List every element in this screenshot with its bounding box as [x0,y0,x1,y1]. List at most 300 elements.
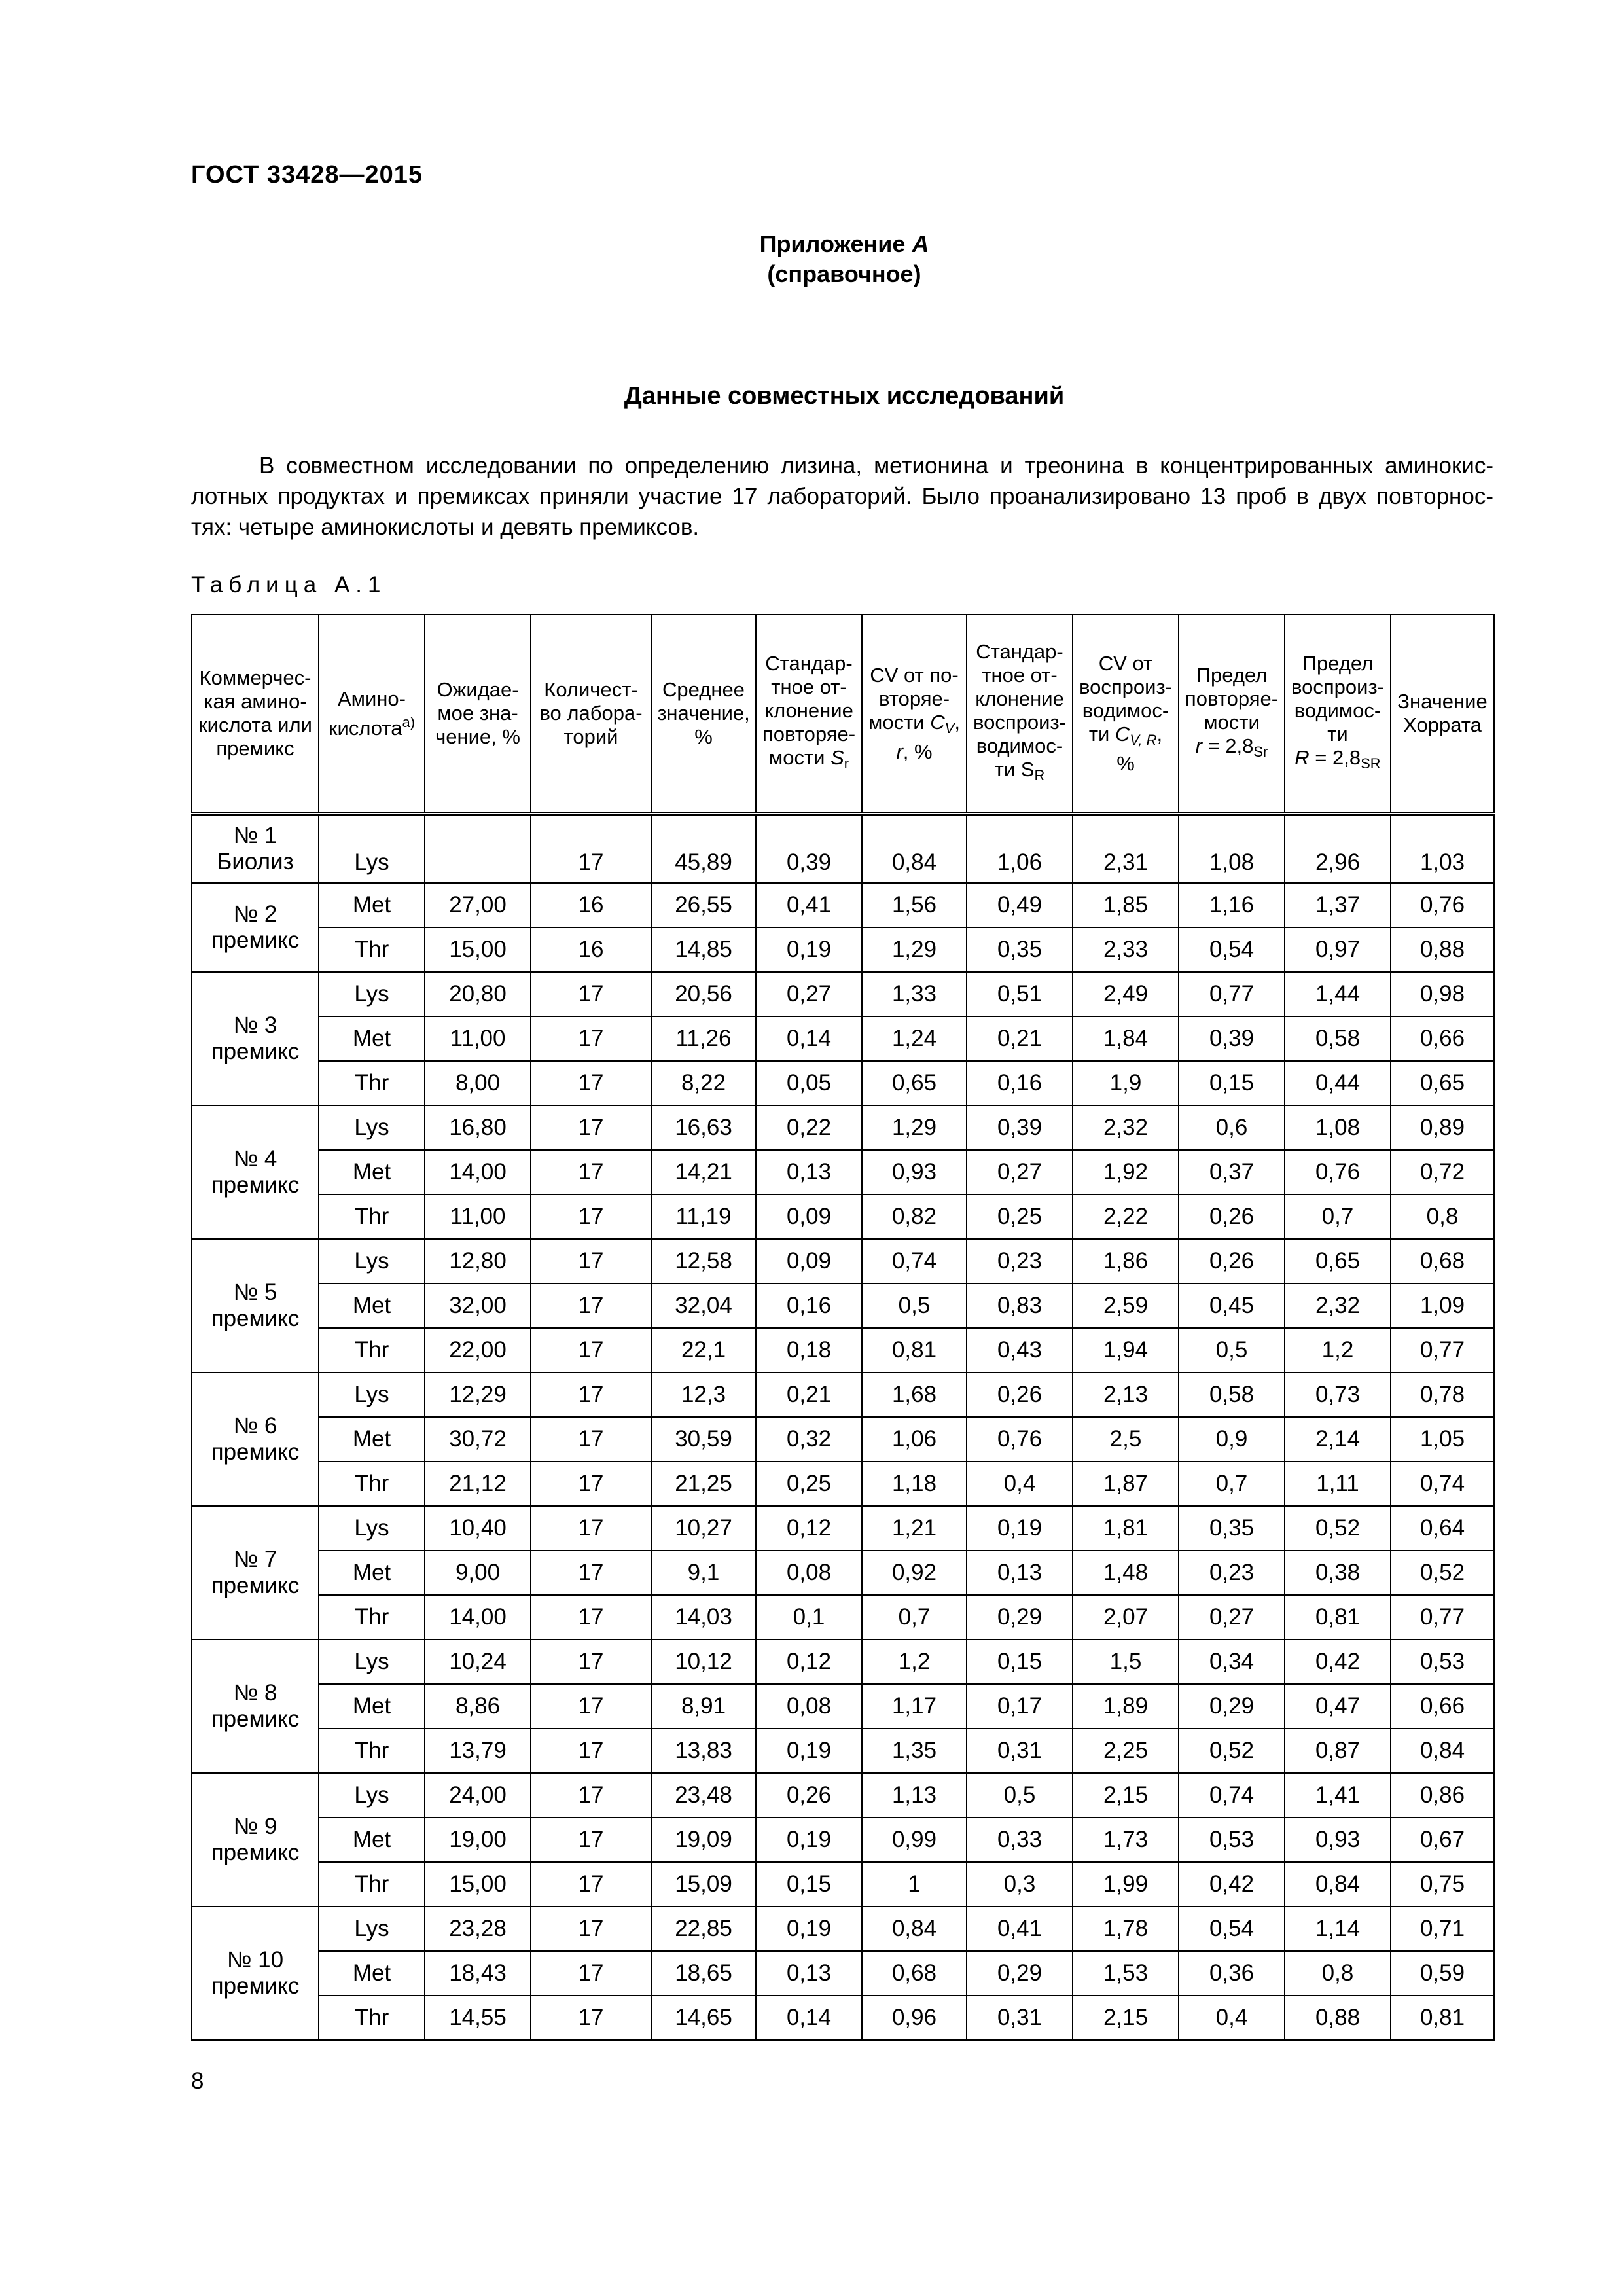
table-cell: 0,72 [1391,1150,1494,1194]
table-cell: 0,86 [1391,1773,1494,1818]
table-body [192,814,1494,2040]
table-cell: 0,5 [862,1283,967,1328]
table-cell: 0,19 [756,927,862,972]
table-cell: 0,4 [967,1462,1073,1506]
table-row [192,1773,1494,1818]
table-cell: 16,80 [425,1105,531,1150]
table-cell: 8,86 [425,1684,531,1729]
table-row [192,1506,1494,1551]
table-cell: 0,27 [967,1150,1073,1194]
sample-name-cell [192,1506,319,1640]
table-cell: Met [319,1417,425,1462]
table-cell: 0,49 [967,883,1073,927]
table-cell: 0,7 [1179,1462,1285,1506]
table-cell: 1,33 [862,972,967,1016]
table-cell: 17 [531,1506,651,1551]
table-row [192,1462,1494,1506]
table-cell: 0,77 [1391,1328,1494,1372]
sample-name-line: № 4 [233,1146,277,1172]
table-cell: 17 [531,1239,651,1283]
table-cell: 17 [531,1328,651,1372]
table-cell: 2,22 [1073,1194,1179,1239]
table-cell: Met [319,883,425,927]
table-cell: 0,5 [1179,1328,1285,1372]
table-cell: 0,87 [1285,1729,1391,1773]
intro-line: тях: четыре аминокислоты и девять премиксов. [191,514,700,540]
sample-name-line: премикс [211,1039,300,1064]
table-cell: 1,06 [967,814,1073,883]
table-cell: 17 [531,1773,651,1818]
table-cell: 0,22 [756,1105,862,1150]
table-row [192,1907,1494,1951]
table-cell: 1,13 [862,1773,967,1818]
table-cell: 0,31 [967,1729,1073,1773]
table-cell: 0,45 [1179,1283,1285,1328]
table-cell: 0,67 [1391,1818,1494,1862]
annex-title-prefix: Приложение [759,230,912,257]
table-cell: 10,24 [425,1640,531,1684]
table-row [192,927,1494,972]
table-cell: 1,09 [1391,1283,1494,1328]
table-cell: 14,03 [651,1595,756,1640]
header-repeatability-limit: Предел повторяе- мости $r = 2,8_{Sr}$ [1179,615,1285,814]
table-cell: 17 [531,1595,651,1640]
sample-name-line: премикс [211,1172,300,1198]
table-cell: 17 [531,1996,651,2040]
table-cell: 0,42 [1285,1640,1391,1684]
table-cell: 14,00 [425,1595,531,1640]
sample-name-line: № 1 [233,823,277,848]
sample-name-line: премикс [211,1840,300,1865]
sample-name-line: № 9 [233,1814,277,1839]
table-cell: 1,05 [1391,1417,1494,1462]
sample-name-line: № 3 [233,1013,277,1038]
table-cell: 0,08 [756,1684,862,1729]
table-cell: 0,64 [1391,1506,1494,1551]
table-cell: 12,58 [651,1239,756,1283]
table-cell: Thr [319,927,425,972]
table-row [192,1328,1494,1372]
table-cell: Lys [319,972,425,1016]
sample-name-line: премикс [211,927,300,953]
table-cell: 8,91 [651,1684,756,1729]
sample-name-line: № 5 [233,1280,277,1305]
table-row [192,1194,1494,1239]
table-cell: 0,12 [756,1640,862,1684]
table-cell: 45,89 [651,814,756,883]
table-cell: 17 [531,972,651,1016]
table-cell: 0,75 [1391,1862,1494,1907]
table-cell: 2,5 [1073,1417,1179,1462]
table-cell: 0,84 [1285,1862,1391,1907]
table-cell: 0,26 [1179,1239,1285,1283]
table-cell: 0,19 [756,1729,862,1773]
sample-name-line: № 2 [233,901,277,927]
table-cell: Lys [319,1239,425,1283]
table-cell [425,814,531,883]
table-cell: 2,96 [1285,814,1391,883]
table-cell: 0,23 [967,1239,1073,1283]
table-cell: 0,13 [967,1551,1073,1595]
table-cell: 17 [531,1150,651,1194]
intro-line: лотных продуктах и премиксах приняли участие 17 лабораторий. Было проанализировано 13 проб в двух повторнос- [191,484,1493,509]
table-cell: 19,00 [425,1818,531,1862]
table-cell: 17 [531,1061,651,1105]
table-cell: 0,81 [862,1328,967,1372]
table-cell: Thr [319,1328,425,1372]
table-row [192,1818,1494,1862]
table-cell: 32,04 [651,1283,756,1328]
table-row [192,814,1494,883]
header-repeatability-cv: CV от по- вторяе- мости $C_V$, r, % [862,615,967,814]
table-cell: 0,19 [967,1506,1073,1551]
table-cell: 1,53 [1073,1951,1179,1996]
table-cell: 9,1 [651,1551,756,1595]
table-cell: 26,55 [651,883,756,927]
table-cell: 0,36 [1179,1951,1285,1996]
table-cell: 17 [531,1684,651,1729]
sample-name-cell [192,972,319,1105]
table-cell: 0,66 [1391,1684,1494,1729]
table-cell: 1,29 [862,927,967,972]
sample-name-line: № 10 [226,1947,284,1973]
table-cell: 0,65 [862,1061,967,1105]
table-cell: 1,08 [1285,1105,1391,1150]
sample-name-line: № 8 [233,1680,277,1706]
table-cell: 0,9 [1179,1417,1285,1462]
table-cell: 0,26 [1179,1194,1285,1239]
table-cell: 0,81 [1391,1996,1494,2040]
table-cell: 15,00 [425,1862,531,1907]
annex-letter: А [912,230,929,257]
table-cell: 17 [531,1283,651,1328]
table-cell: 0,77 [1179,972,1285,1016]
table-cell: 12,29 [425,1372,531,1417]
table-cell: Met [319,1283,425,1328]
table-cell: 1,48 [1073,1551,1179,1595]
table-cell: 0,42 [1179,1862,1285,1907]
table-cell: 11,00 [425,1016,531,1061]
table-cell: 1,18 [862,1462,967,1506]
table-cell: Lys [319,1372,425,1417]
table-cell: 2,15 [1073,1773,1179,1818]
table-cell: 0,54 [1179,927,1285,972]
sample-name-cell [192,1907,319,2040]
table-cell: 0,66 [1391,1016,1494,1061]
table-cell: 0,58 [1179,1372,1285,1417]
table-cell: 0,89 [1391,1105,1494,1150]
table-cell: 1,03 [1391,814,1494,883]
table-row [192,1239,1494,1283]
sample-name-line: премикс [211,1439,300,1465]
table-cell: 1,11 [1285,1462,1391,1506]
table-cell: 27,00 [425,883,531,927]
header-expected: Ожидае- мое зна- чение, % [425,615,531,814]
table-row [192,1551,1494,1595]
table-cell: 1,56 [862,883,967,927]
table-cell: 1,29 [862,1105,967,1150]
table-cell: 13,83 [651,1729,756,1773]
table-cell: 1,17 [862,1684,967,1729]
table-cell: 2,13 [1073,1372,1179,1417]
table-cell: 0,77 [1391,1595,1494,1640]
table-cell: 20,80 [425,972,531,1016]
table-row [192,1372,1494,1417]
sample-name-line: премикс [211,1706,300,1732]
table-cell: Lys [319,1640,425,1684]
table-cell: 17 [531,1907,651,1951]
table-cell: 0,59 [1391,1951,1494,1996]
table-cell: 0,52 [1285,1506,1391,1551]
table-cell: 0,21 [967,1016,1073,1061]
table-cell: 0,09 [756,1239,862,1283]
table-cell: Thr [319,1729,425,1773]
table-cell: 0,78 [1391,1372,1494,1417]
table-cell: 17 [531,1016,651,1061]
table-cell: 14,55 [425,1996,531,2040]
table-cell: 15,00 [425,927,531,972]
table-cell: 0,33 [967,1818,1073,1862]
table-cell: 0,76 [1391,883,1494,927]
table-cell: 2,32 [1285,1283,1391,1328]
table-cell: 0,96 [862,1996,967,2040]
table-row [192,1951,1494,1996]
table-cell: 1,86 [1073,1239,1179,1283]
table-cell: 0,15 [756,1862,862,1907]
table-cell: 0,08 [756,1551,862,1595]
sample-name-cell [192,1372,319,1506]
collaborative-study-table [191,614,1495,2041]
table-cell: Thr [319,1194,425,1239]
table-cell: 0,84 [1391,1729,1494,1773]
table-cell: 0,31 [967,1996,1073,2040]
table-cell: 1,87 [1073,1462,1179,1506]
table-cell: 0,52 [1179,1729,1285,1773]
sample-name-cell [192,1640,319,1773]
table-cell: 10,40 [425,1506,531,1551]
table-cell: 0,16 [967,1061,1073,1105]
table-cell: 0,53 [1391,1640,1494,1684]
table-cell: 23,48 [651,1773,756,1818]
table-cell: 0,68 [1391,1239,1494,1283]
table-cell: Thr [319,1061,425,1105]
table-cell: 0,73 [1285,1372,1391,1417]
table-cell: 16 [531,927,651,972]
table-row [192,972,1494,1016]
table-cell: 17 [531,814,651,883]
table-row [192,1640,1494,1684]
table-cell: 0,14 [756,1996,862,2040]
sample-name-line: № 7 [233,1547,277,1572]
table-cell: 17 [531,1951,651,1996]
table-cell: 0,25 [756,1462,862,1506]
table-cell: 17 [531,1551,651,1595]
table-cell: Thr [319,1595,425,1640]
table-cell: 2,32 [1073,1105,1179,1150]
table-cell: 0,92 [862,1551,967,1595]
table-cell: 0,74 [1391,1462,1494,1506]
sample-name-line: Биолиз [217,849,294,874]
table-cell: 15,09 [651,1862,756,1907]
sample-name-line: № 6 [233,1413,277,1439]
sample-name-cell [192,1773,319,1907]
sample-name-cell [192,814,319,883]
table-cell: 0,1 [756,1595,862,1640]
table-cell: 14,21 [651,1150,756,1194]
header-commercial: Коммерчес- кая амино- кислота или премикс [192,615,319,814]
table-cell: 0,84 [862,1907,967,1951]
table-cell: 2,14 [1285,1417,1391,1462]
table-cell: 14,85 [651,927,756,972]
table-cell: 20,56 [651,972,756,1016]
table-cell: 11,19 [651,1194,756,1239]
table-cell: 0,35 [1179,1506,1285,1551]
table-cell: 1,89 [1073,1684,1179,1729]
table-cell: 0,05 [756,1061,862,1105]
table-row [192,1996,1494,2040]
table-cell: Lys [319,1773,425,1818]
table-cell: 11,26 [651,1016,756,1061]
table-cell: 0,51 [967,972,1073,1016]
table-cell: 0,13 [756,1951,862,1996]
table-cell: Met [319,1016,425,1061]
table-cell: 0,53 [1179,1818,1285,1862]
table-cell: 1,06 [862,1417,967,1462]
intro-line: В совместном исследовании по определению лизина, метионина и треонина в концентрированных аминокис- [259,453,1493,478]
table-cell: 22,1 [651,1328,756,1372]
table-cell: 1,73 [1073,1818,1179,1862]
table-row [192,1283,1494,1328]
table-cell: 13,79 [425,1729,531,1773]
table-cell: 0,6 [1179,1105,1285,1150]
table-cell: 0,7 [1285,1194,1391,1239]
table-cell: 1,85 [1073,883,1179,927]
table-cell: 0,88 [1285,1996,1391,2040]
table-cell: 0,52 [1391,1551,1494,1595]
table-cell: 2,31 [1073,814,1179,883]
header-labs-count: Количест- во лабора- торий [531,615,651,814]
table-cell: 0,09 [756,1194,862,1239]
intro-paragraph [191,450,1493,543]
table-cell: 16 [531,883,651,927]
table-cell: 0,38 [1285,1551,1391,1595]
table-cell: 19,09 [651,1818,756,1862]
header-reproducibility-sd: Стандар- тное от- клонение воспроиз- водимос- ти $S_R$ [967,615,1073,814]
table-cell: 0,71 [1391,1907,1494,1951]
table-cell: 1,44 [1285,972,1391,1016]
table-cell: 10,12 [651,1640,756,1684]
table-cell: 1,2 [862,1640,967,1684]
table-cell: 0,18 [756,1328,862,1372]
table-cell: 0,74 [1179,1773,1285,1818]
table-cell: 0,8 [1285,1951,1391,1996]
table-cell: 24,00 [425,1773,531,1818]
table-cell: 16,63 [651,1105,756,1150]
table-cell: 0,12 [756,1506,862,1551]
table-cell: 1,2 [1285,1328,1391,1372]
table-row [192,1684,1494,1729]
table-cell: 0,65 [1391,1061,1494,1105]
page-number: 8 [191,2068,204,2094]
table-cell: 0,93 [862,1150,967,1194]
table-cell: 0,35 [967,927,1073,972]
table-cell: 17 [531,1729,651,1773]
table-cell: 9,00 [425,1551,531,1595]
table-cell: 1,16 [1179,883,1285,927]
table-cell: 1,94 [1073,1328,1179,1372]
table-cell: 1,21 [862,1506,967,1551]
table-row [192,1105,1494,1150]
table-cell: Lys [319,1506,425,1551]
table-cell: 8,00 [425,1061,531,1105]
table-cell: 0,37 [1179,1150,1285,1194]
table-row [192,1595,1494,1640]
table-cell: 17 [531,1194,651,1239]
table-cell: 0,82 [862,1194,967,1239]
table-cell: 0,97 [1285,927,1391,972]
table-cell: 10,27 [651,1506,756,1551]
sample-name-line: премикс [211,1306,300,1331]
table-cell: 0,29 [967,1595,1073,1640]
table-cell: 0,4 [1179,1996,1285,2040]
table-cell: 0,16 [756,1283,862,1328]
sample-name-cell [192,1105,319,1239]
table-row [192,1862,1494,1907]
table-cell: 1,81 [1073,1506,1179,1551]
table-cell: 18,43 [425,1951,531,1996]
table-cell: 1,78 [1073,1907,1179,1951]
table-row [192,1150,1494,1194]
table-cell: 2,33 [1073,927,1179,972]
table-cell: 22,85 [651,1907,756,1951]
table-cell: 0,76 [1285,1150,1391,1194]
table-cell: 1,24 [862,1016,967,1061]
sample-name-cell [192,883,319,972]
table-cell: 21,12 [425,1462,531,1506]
table-cell: 18,65 [651,1951,756,1996]
sample-name-line: премикс [211,1973,300,1999]
table-cell: 12,3 [651,1372,756,1417]
table-cell: 0,43 [967,1328,1073,1372]
table-cell: 0,88 [1391,927,1494,972]
table-cell: Met [319,1818,425,1862]
table-cell: Thr [319,1862,425,1907]
table-cell: Met [319,1684,425,1729]
table-cell: 2,59 [1073,1283,1179,1328]
table-cell: 1,68 [862,1372,967,1417]
table-header-row [192,615,1494,814]
annex-type: (справочное) [767,260,921,287]
table-cell: 0,8 [1391,1194,1494,1239]
table-cell: 0,23 [1179,1551,1285,1595]
table-cell: 22,00 [425,1328,531,1372]
table-cell: 0,29 [967,1951,1073,1996]
sample-name-cell [192,1239,319,1372]
table-cell: Lys [319,1907,425,1951]
table-cell: 0,17 [967,1684,1073,1729]
header-reproducibility-limit: Предел воспроиз- водимос- ти $R = 2,8_{SR}$ [1285,615,1391,814]
table-cell: 14,00 [425,1150,531,1194]
table-cell: 0,26 [756,1773,862,1818]
table-cell: Thr [319,1462,425,1506]
table-cell: 0,14 [756,1016,862,1061]
table-cell: 0,76 [967,1417,1073,1462]
table-cell: 1,14 [1285,1907,1391,1951]
section-title: Данные совместных исследований [624,382,1065,410]
table-cell: 0,68 [862,1951,967,1996]
table-cell: 1,5 [1073,1640,1179,1684]
table-cell: 0,15 [967,1640,1073,1684]
